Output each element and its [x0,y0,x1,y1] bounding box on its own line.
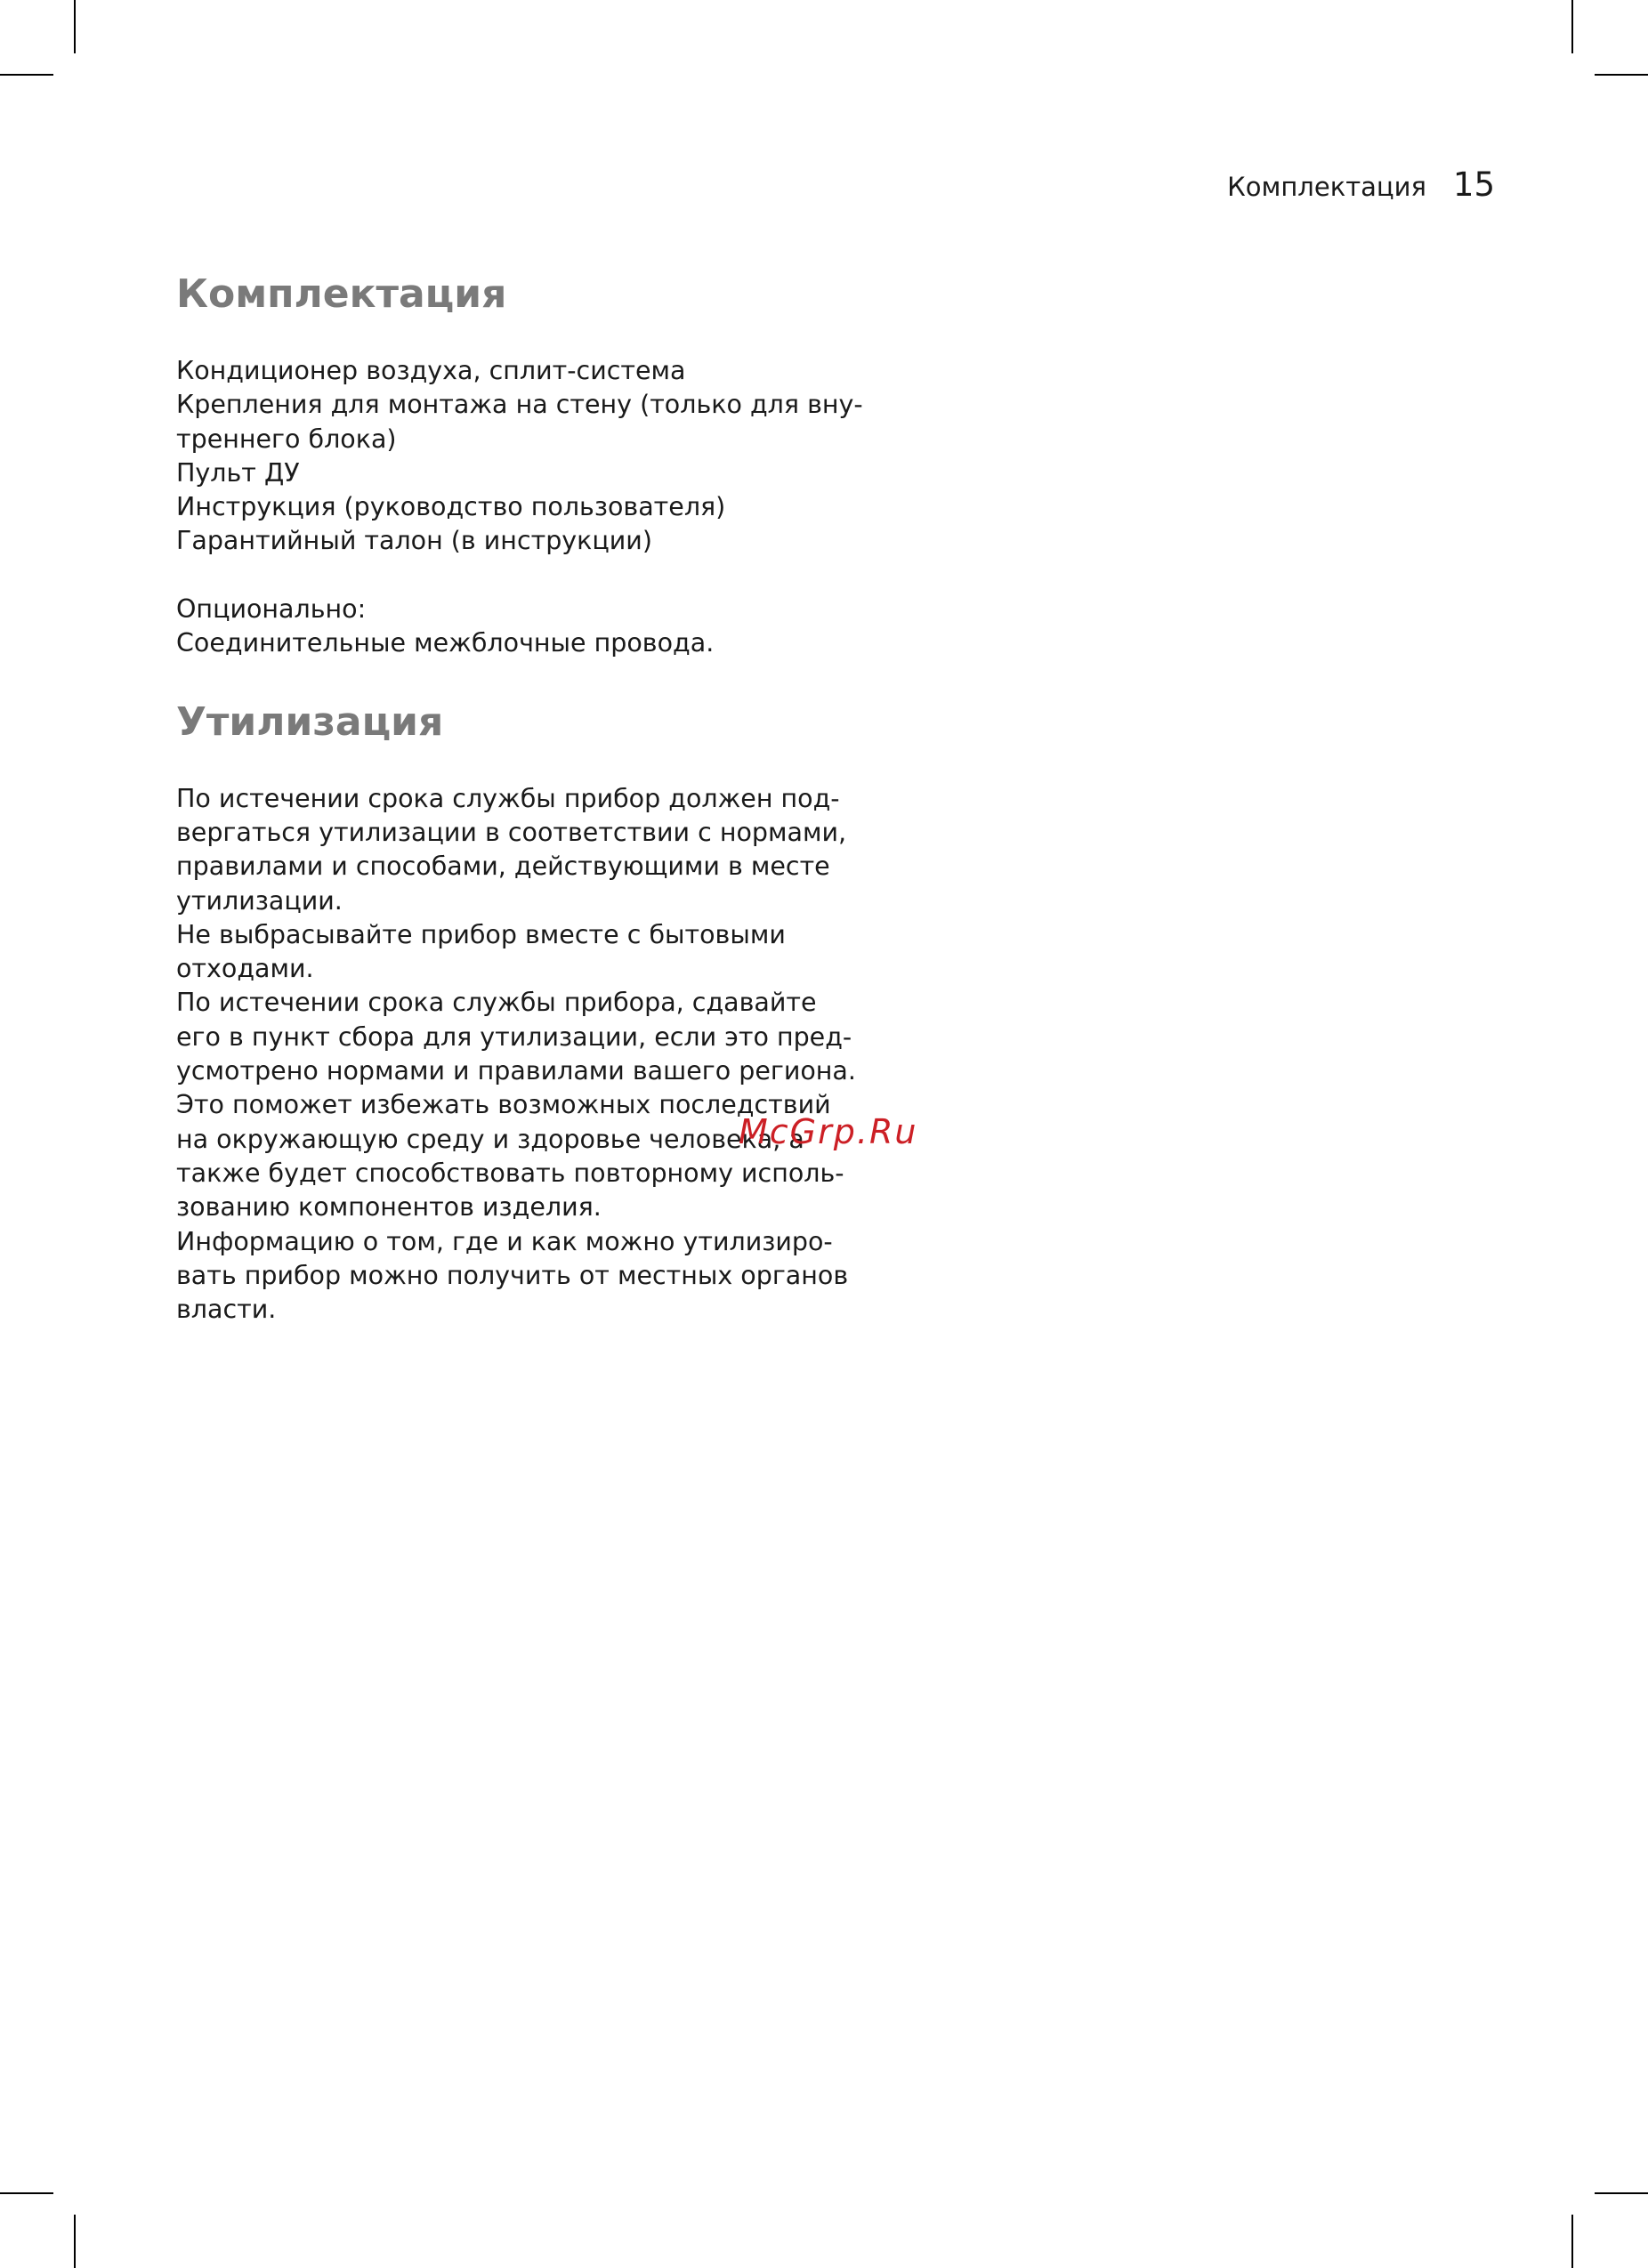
disposal-line: власти. [176,1295,277,1325]
disposal-text [176,782,856,1328]
crop-mark-bottom-left-vertical [74,2215,76,2268]
disposal-line: По истечении срока службы прибора, сдавайте [176,988,817,1018]
watermark: McGrp.Ru [739,1112,918,1151]
running-header [1068,165,1495,204]
package-line: Крепления для монтажа на стену (только для вну- [176,390,863,420]
disposal-line: его в пункт сбора для утилизации, если это пред- [176,1021,852,1052]
disposal-line: Это поможет избежать возможных последствий [176,1090,831,1120]
package-line: Гарантийный талон (в инструкции) [176,526,652,556]
disposal-line: Информацию о том, где и как можно утилизиро- [176,1226,833,1256]
disposal-line: на окружающую среду и здоровье человека, а [176,1124,804,1154]
crop-mark-bottom-right-horizontal [1595,2192,1648,2194]
package-list [176,354,863,661]
disposal-line: также будет способствовать повторному исполь- [176,1158,844,1188]
section-title-package: Комплектация [176,271,507,317]
package-line: треннего блока) [176,424,397,454]
crop-mark-top-left-horizontal [0,74,53,76]
package-line: Инструкция (руководство пользователя) [176,492,726,522]
disposal-line: вергаться утилизации в соответствии с нормами, [176,817,847,847]
crop-mark-top-right-vertical [1571,0,1573,53]
crop-mark-bottom-left-horizontal [0,2192,53,2194]
section-title-disposal: Утилизация [176,698,444,745]
disposal-line: утилизации. [176,885,343,916]
running-title: Комплектация [1227,172,1426,202]
disposal-line: правилами и способами, действующими в месте [176,852,830,882]
disposal-line: вать прибор можно получить от местных органов [176,1260,849,1290]
crop-mark-bottom-right-vertical [1571,2215,1573,2268]
page-content [176,263,863,1327]
paragraph-spacer [176,559,835,593]
package-line: Пульт ДУ [176,457,300,488]
crop-mark-top-right-horizontal [1595,74,1648,76]
disposal-line: По истечении срока службы прибор должен под- [176,783,840,813]
page-number: 15 [1452,165,1495,204]
package-line: Соединительные межблочные провода. [176,628,715,658]
disposal-line: Не выбрасывайте прибор вместе с бытовыми [176,919,786,949]
package-line: Опционально: [176,594,367,625]
package-line: Кондиционер воздуха, сплит-система [176,356,686,385]
disposal-line: зованию компонентов изделия. [176,1192,602,1223]
disposal-line: отходами. [176,954,314,984]
crop-mark-top-left-vertical [74,0,76,53]
disposal-line: усмотрено нормами и правилами вашего региона. [176,1056,856,1086]
